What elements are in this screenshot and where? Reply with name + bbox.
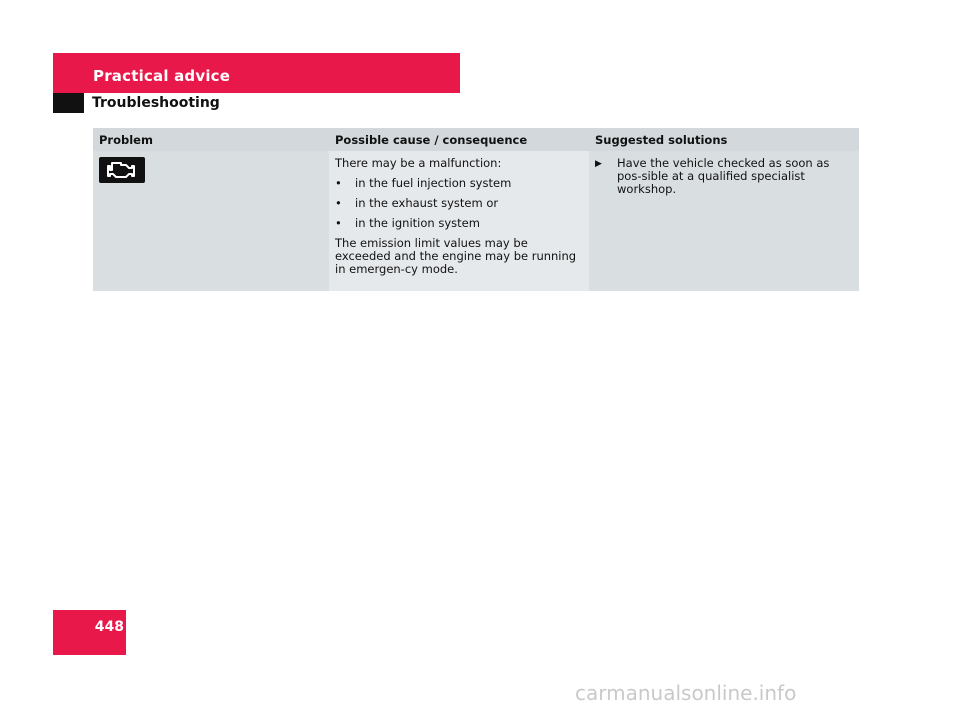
watermark: carmanualsonline.info	[575, 681, 797, 705]
cause-bullet-3: in the ignition system	[355, 216, 480, 230]
cause-cell	[329, 151, 589, 291]
list-item	[335, 177, 583, 190]
solution-text: Have the vehicle checked as soon as pos-sible at a qualified specialist workshop.	[617, 156, 830, 196]
section-title: Troubleshooting	[92, 95, 220, 111]
chapter-title: Practical advice	[93, 67, 231, 85]
action-arrow-icon: ▶	[595, 159, 602, 169]
table-row	[93, 151, 859, 291]
problem-cell	[93, 151, 329, 291]
header-cause: Possible cause / consequence	[329, 128, 589, 151]
header-solutions: Suggested solutions	[589, 128, 859, 151]
troubleshooting-table	[93, 128, 859, 291]
header-problem: Problem	[93, 128, 329, 151]
cause-intro: There may be a malfunction:	[335, 156, 502, 170]
bullet-icon: •	[335, 196, 342, 210]
page-number-badge	[53, 610, 126, 655]
solution-cell	[589, 151, 859, 291]
bullet-icon: •	[335, 216, 342, 230]
section-marker	[53, 93, 84, 113]
table-header-row	[93, 128, 859, 151]
cause-outro: The emission limit values may be exceeded and the engine may be running in emergen-cy mode.	[335, 236, 577, 276]
bullet-icon: •	[335, 176, 342, 190]
page-number: 448	[94, 619, 124, 635]
cause-bullet-1: in the fuel injection system	[355, 176, 512, 190]
cause-bullet-2: in the exhaust system or	[355, 196, 499, 210]
list-item	[335, 197, 583, 210]
check-engine-icon	[99, 157, 145, 183]
chapter-banner	[53, 53, 460, 93]
list-item	[335, 217, 583, 230]
